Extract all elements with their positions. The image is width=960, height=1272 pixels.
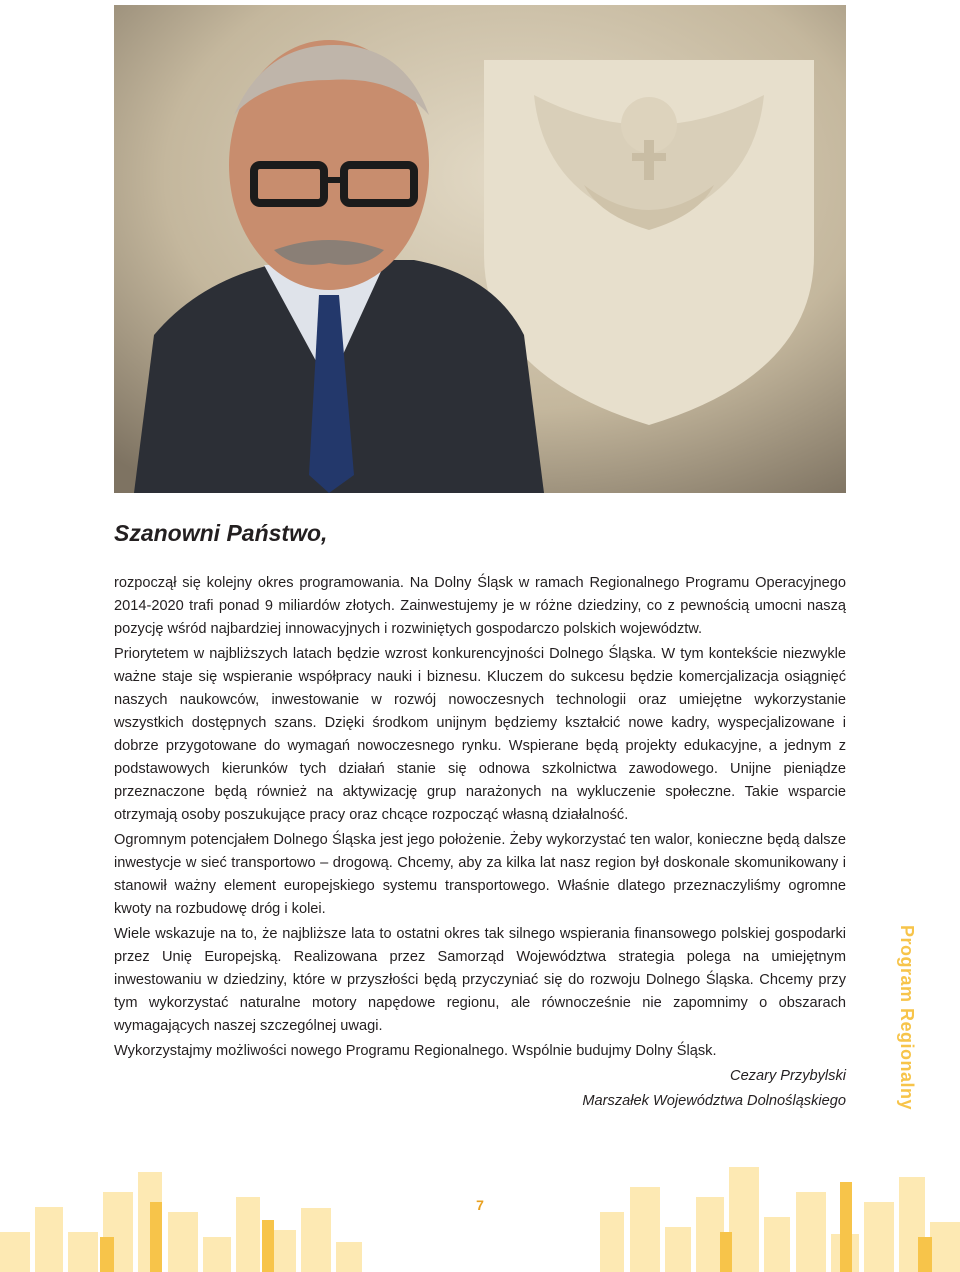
side-label: Program Regionalny [897, 925, 917, 1111]
signature-title: Marszałek Województwa Dolnośląskiego [582, 1093, 846, 1109]
page-number: 7 [476, 1197, 484, 1213]
greeting-heading: Szanowni Państwo, [114, 520, 328, 546]
portrait-illustration [114, 5, 846, 493]
paragraph: Ogromnym potencjałem Dolnego Śląska jest jego położenie. Żeby wykorzystać ten walor, konieczne będą dalsze inwestycje w sieć transportowo – drogową. Chcemy, aby za kilka lat nasz region był doskonale skomunikowany i stanowił ważny element europejskiego systemu transportowego. Właśnie dlatego przeznaczyliśmy ogromne kwoty na rozbudowę dróg i kolei. [114, 832, 846, 917]
signature-name: Cezary Przybylski [730, 1068, 846, 1084]
paragraph: Wiele wskazuje na to, że najbliższe lata to ostatni okres tak silnego wspierania finansowego polskiej gospodarki przez Unię Europejską. Realizowana przez Samorząd Województwa strategia polega na umiejętnym inwestowaniu w dziedziny, które w przyszłości będą przyczyniać się do rozwoju Dolnego Śląska. Chcemy przy tym wykorzystać naturalne motory napędowe regionu, ale równocześnie nie zapomnimy o obszarach wymagających naszej szczególnej uwagi. [114, 926, 846, 1034]
portrait-photo [114, 5, 846, 493]
letter-body [114, 572, 846, 1115]
paragraph: Wykorzystajmy możliwości nowego Programu Regionalnego. Wspólnie budujmy Dolny Śląsk. [114, 1043, 717, 1059]
paragraph: Priorytetem w najbliższych latach będzie wzrost konkurencyjności Dolnego Śląska. W tym kontekście niezwykle ważne staje się wspieranie współpracy nauki i biznesu. Kluczem do sukcesu będzie komercjalizacja osiągnięć naszych naukowców, inwestowanie w rozwój nowoczesnych technologii oraz umiejętne wykorzystanie wszystkich dostępnych szans. Dzięki środkom unijnym będziemy kształcić nowe kadry, wyspecjalizowane i dobrze przygotowane do wymagań nowoczesnego rynku. Wspierane będą projekty edukacyjne, a jednym z podstawowych kierunków tych działań stanie się odnowa szkolnictwa zawodowego. Unijne pieniądze przeznaczone będą również na aktywizację grup narażonych na wykluczenie społeczne. Takie wsparcie otrzymają osoby poszukujące pracy oraz chcące rozpocząć własną działalność. [114, 646, 846, 823]
paragraph: rozpoczął się kolejny okres programowania. Na Dolny Śląsk w ramach Regionalnego Programu Operacyjnego 2014-2020 trafi ponad 9 miliardów złotych. Zainwestujemy je w różne dziedziny, co z pewnością umocni naszą pozycję wśród najbardziej innowacyjnych i rozwiniętych gospodarczo polskich województw. [114, 575, 846, 637]
